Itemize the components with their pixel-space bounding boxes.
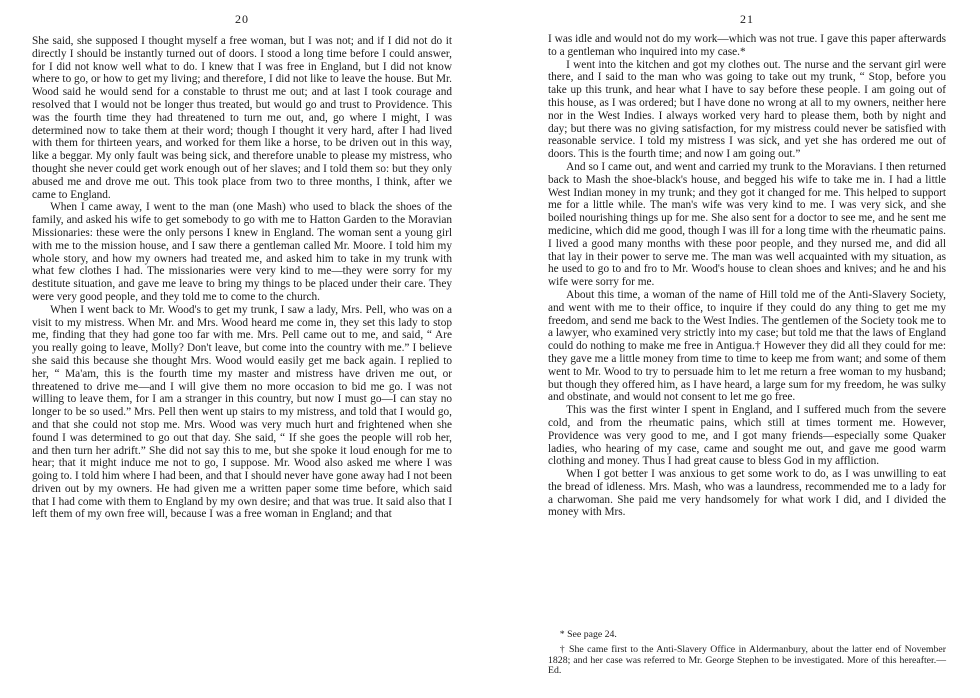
right-page xyxy=(548,0,946,698)
paragraph: And so I came out, and went and carried my trunk to the Moravians. I then returned back to Mash the shoe-black's house, and begged his wife to take me in. I had a little West Indian money in my trunk; and they got it changed for me. This helped to support me for a little while. The man's wife was very kind to me. I was very sick, and she boiled nourishing things up for me. She also sent for a doctor to see me, and he sent me medicine, which did me good, though I was ill for a long time with the rheumatic pains. I lived a good many months with these poor people, and they nursed me, and did all that lay in their power to serve me. The man was well acquainted with my situation, as he used to go to and fro to Mr. Wood's house to clean shoes and knives; and he and his wife were sorry for me. xyxy=(548,160,946,289)
page-number: 21 xyxy=(740,12,754,26)
page-body xyxy=(548,33,946,519)
paragraph: I went into the kitchen and got my clothes out. The nurse and the servant girl were there, and I said to the man who was going to take out my trunk, “ Stop, before you take up this trunk, and hear what I have to say before these people. I am going out of this house, as I was ordered; but I have done no wrong at all to my owners, neither here nor in the West Indies. I always worked very hard to please them, both by night and day; but there was no giving satisfaction, for my mistress could never be satisfied with reasonable service. I told my mistress I was sick, and yet she has ordered me out of doors. This is the fourth time; and now I am going out.” xyxy=(548,58,946,161)
footnote: † She came first to the Anti-Slavery Office in Aldermanbury, about the latter end of November 1828; and her case was referred to Mr. George Stephen to be investigated. More of this hereafter.—Ed. xyxy=(548,643,946,677)
paragraph: When I went back to Mr. Wood's to get my trunk, I saw a lady, Mrs. Pell, who was on a visit to my mistress. When Mr. and Mrs. Wood heard me come in, they set this lady to stop me, finding that they had gone too far with me. Mrs. Pell came out to me, and said, “ Are you really going to leave, Molly? Don't leave, but come into the country with me.” I believe she said this because she thought Mrs. Wood would easily get me back again. I replied to her, “ Ma'am, this is the fourth time my master and mistress have driven me out, or threatened to drive me—and I will give them no more occasion to bid me go. I was not willing to leave them, for I am a stranger in this country, but now I must go—I can stay no longer to be so used.” Mrs. Pell then went up stairs to my mistress, and told that I would go, and that she could not stop me. Mrs. Wood was very much hurt and frightened when she found I was determined to go out that day. She said, “ If she goes the people will rob her, and then turn her adrift.” She did not say this to me, but she spoke it loud enough for me to hear; that it might induce me not to go, I suppose. Mr. Wood also asked me where I was going to. I told him where I had been, and that I should never have gone away had I not been driven out by my owners. He had given me a written paper some time before, which said that I had come with them to England by my own desire; and that was true. It said also that I left them of my own free will, because I was a free woman in England; and that xyxy=(32,303,452,521)
page-body xyxy=(32,35,452,521)
footnotes xyxy=(548,630,946,677)
footnote: * See page 24. xyxy=(559,629,617,640)
paragraph: About this time, a woman of the name of Hill told me of the Anti-Slavery Society, and went with me to their office, to inquire if they could do any thing to get me my freedom, and send me back to the West Indies. The gentlemen of the Society took me to a lawyer, who examined very strictly into my case; but told me that the laws of England could do nothing to make me free in Antigua.† However they did all they could for me: they gave me a little money from time to time to keep me from want; and some of them went to Mr. Wood to try to persuade him to let me return a free woman to my husband; but though they offered him, as I have heard, a large sum for my freedom, he was sulky and obstinate, and would not consent to let me go free. xyxy=(548,288,946,404)
left-page xyxy=(32,0,452,698)
paragraph: I was idle and would not do my work—which was not true. I gave this paper afterwards to a gentleman who inquired into my case.* xyxy=(548,33,946,58)
paragraph: This was the first winter I spent in England, and I suffered much from the severe cold, and from the rheumatic pains, which still at times torment me. However, Providence was very good to me, and I got many friends—especially some Quaker ladies, who hearing of my case, came and sought me out, and gave me good warm clothing and money. Thus I had great cause to bless God in my affliction. xyxy=(548,404,946,468)
page-number: 20 xyxy=(235,12,249,26)
paragraph: When I came away, I went to the man (one Mash) who used to black the shoes of the family, and asked his wife to get somebody to go with me to Hatton Garden to the Moravian Missionaries: these were the only persons I knew in England. The woman sent a young girl with me to the mission house, and I saw there a gentleman called Mr. Moore. I told him my whole story, and how my owners had treated me, and asked him to take in my trunk with what few clothes I had. The missionaries were very kind to me—they were sorry for my destitute situation, and gave me leave to bring my things to be placed under their care. They were very good people, and they told me to come to the church. xyxy=(32,201,452,303)
paragraph: She said, she supposed I thought myself a free woman, but I was not; and if I did not do it directly I should be instantly turned out of doors. I stood a long time before I could answer, for I did not know well what to do. I knew that I was free in England, but I did not know where to go, or how to get my living; and therefore, I did not like to leave the house. But Mr. Wood said he would send for a constable to thrust me out; and at last I took courage and resolved that I would not be longer thus treated, but would go and trust to Providence. This was the fourth time they had threatened to turn me out, and, go where I might, I was determined now to take them at their word; though I thought it very hard, after I had lived with them for thirteen years, and worked for them like a horse, to be driven out in this way, like a beggar. My only fault was being sick, and therefore unable to please my mistress, who thought she never could get work enough out of her slaves; and I told them so: but they only abused me and drove me out. This took place from two to three months, I think, after we came to England. xyxy=(32,35,452,201)
paragraph: When I got better I was anxious to get some work to do, as I was unwilling to eat the bread of idleness. Mrs. Mash, who was a laundress, recommended me to a lady for a charwoman. She paid me very handsomely for what work I did, and I divided the money with Mrs. xyxy=(548,468,946,519)
